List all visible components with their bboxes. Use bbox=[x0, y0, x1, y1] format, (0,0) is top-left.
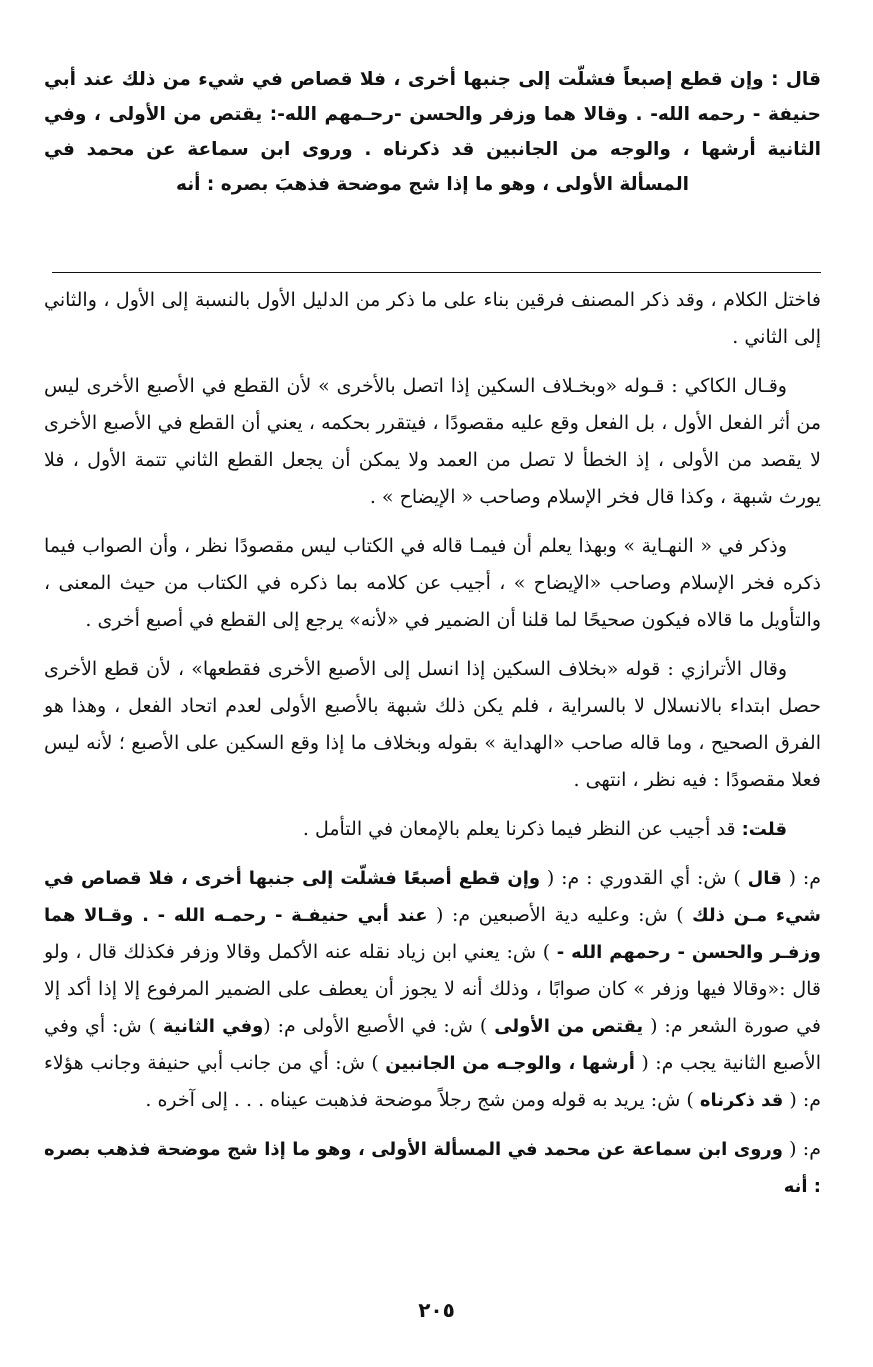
qultu-label: قلت: bbox=[741, 819, 787, 840]
paragraph-text: م: ( bbox=[782, 1138, 821, 1160]
paragraph-text: ) ش: وعليه دية الأصبعين م: ( bbox=[427, 904, 693, 926]
matn-text: قال : وإن قطع إصبعاً فشلّت إلى جنبها أخرى ، فلا قصاص في شيء من ذلك عند أبي حنيفة - رحمه الله- . وقالا هما وزفر والحسن -رحـمهم الله-: يقتص من الأولى ، وفي الثانية أرشها ، والوجه من الجانبين قد ذكرناه . وروى ابن سماعة عن محمد في المسألة الأولى ، وهو ما إذا شج موضحة فذهبَ بصره : أنه bbox=[44, 69, 821, 195]
commentary-paragraph: وقـال الكاكي : قـوله «وبخـلاف السكين إذا اتصل بالأخرى » لأن القطع في الأصبع الأخرى ليس من أثر الفعل الأول ، بل الفعل وقع عليه مقصودًا ، فيتقرر بحكمه ، يعني أن القطع في الأصبع الأخرى لا يقصد من الأولى ، إذ الخطأ لا تصل من العمد ولا يمكن أن يجعل القطع الثاني تتمة الأول ، فلا يورث شبهة ، وكذا قال فخر الإسلام وصاحب « الإيضاح » . bbox=[44, 375, 821, 508]
commentary-paragraph: فاختل الكلام ، وقد ذكر المصنف فرقين بناء على ما ذكر من الدليل الأول بالنسبة إلى الأول ، والثاني إلى الثاني . bbox=[44, 289, 821, 348]
commentary-paragraph bbox=[44, 860, 821, 1119]
quoted-matn: قد ذكرناه bbox=[699, 1090, 784, 1111]
commentary-paragraph bbox=[44, 1131, 821, 1205]
paragraph-text: ) ش: يعني ابن زياد نقله عنه الأكمل وقالا وزفر فكذلك قال ، ولو قال :«وقالا فيها وزفر » كان صوابًا ، وذلك أنه لا يجوز أن يعطف على الضمير المرفوع إلا إذا أكد إلا في صورة الشعر م: ( bbox=[44, 941, 821, 1037]
commentary-paragraph: وقال الأترازي : قوله «بخلاف السكين إذا انسل إلى الأصبع الأخرى فقطعها» ، لأن قطع الأخرى حصل ابتداء بالانسلال لا بالسراية ، فلم يكن ذلك شبهة بالأصبع الأولى لعدم اتحاد الفعل ، وهذا هو الفرق الصحيح ، وما قاله صاحب «الهداية » بقوله وبخلاف ما إذا وقع السكين على الأصبع ؛ لأنه ليس فعلا مقصودًا : فيه نظر ، انتهى . bbox=[44, 658, 821, 791]
paragraph-text: قد أجيب عن النظر فيما ذكرنا يعلم بالإمعان في التأمل . bbox=[302, 818, 742, 840]
paragraph-text: ) ش: أي من جانب أبي حنيفة وجانب هؤلاء م: ( bbox=[44, 1052, 821, 1111]
page-number: ٢٠٥ bbox=[418, 1298, 455, 1322]
quoted-matn: قال bbox=[747, 868, 782, 889]
commentary-paragraph bbox=[44, 811, 821, 848]
quoted-matn: وفي الثانية bbox=[162, 1016, 264, 1037]
commentary-paragraph: وذكر في « النهـاية » وبهذا يعلم أن فيمـا قاله في الكتاب ليس مقصودًا نظر ، وأن الصواب فيما ذكره فخر الإسلام وصاحب «الإيضاح » ، أجيب عن كلامه بما ذكره في الكتاب من حيث المعنى ، والتأويل ما قالاه فيكون صحيحًا لما قلنا أن الضمير في «لأنه» يرجع إلى القطع في أصبع أخرى . bbox=[44, 535, 821, 631]
quoted-matn: عند أبي حنيفـة - رحمـه الله - . وقـالا هما وزفـر والحسن - رحمهم الله - bbox=[44, 905, 821, 963]
paragraph-text: ) ش: في الأصبع الأولى م: ( bbox=[263, 1015, 495, 1037]
paragraph-text: ) ش: يريد به قوله ومن شج رجلاً موضحة فذهبت عيناه . . . إلى آخره . bbox=[145, 1089, 700, 1111]
paragraph-text: ) ش: أي القدوري : م: ( bbox=[540, 867, 748, 889]
quoted-matn: وإن قطع أصبعًا فشلّت إلى جنبها أخرى ، فلا قصاص في شيء مـن ذلك bbox=[44, 868, 821, 926]
quoted-matn: يقتص من الأولى bbox=[494, 1016, 644, 1037]
quoted-matn: وروى ابن سماعة عن محمد في المسألة الأولى ، وهو ما إذا شج موضحة فذهب بصره : أنه bbox=[44, 1139, 821, 1197]
commentary bbox=[44, 282, 821, 1205]
divider-line bbox=[52, 272, 821, 273]
paragraph-text: ) ش: أي وفي الأصبع الثانية يجب م: ( bbox=[44, 1015, 821, 1074]
paragraph-text: م: ( bbox=[781, 867, 821, 889]
quoted-matn: أرشها ، والوجـه من الجانبين bbox=[385, 1053, 635, 1074]
